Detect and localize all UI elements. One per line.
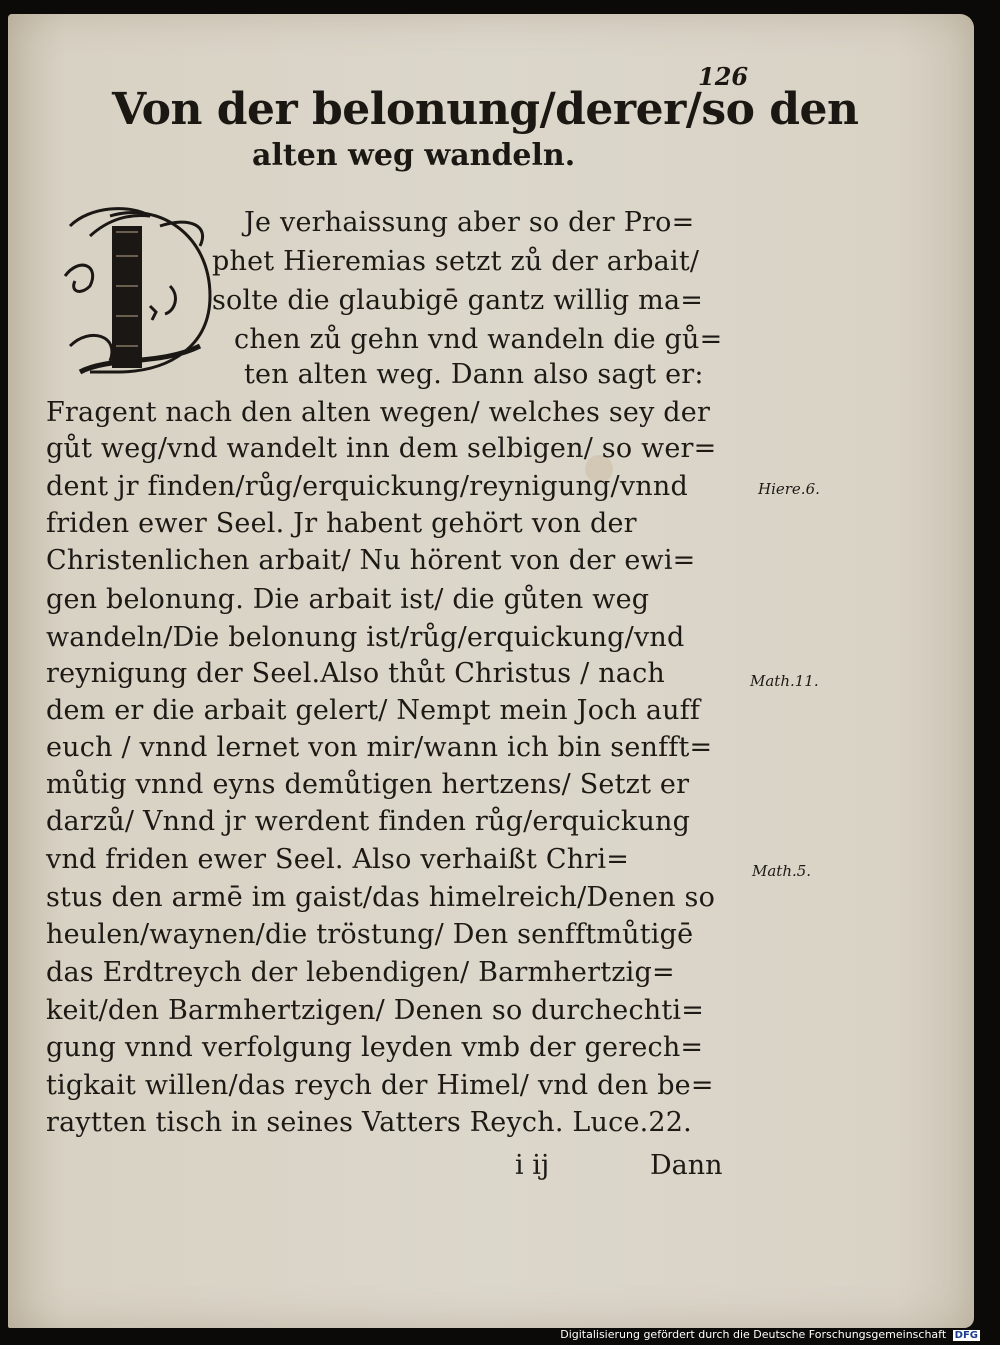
text-line: Fragent nach den alten wegen/ welches sey der [46, 397, 711, 428]
text-line: ten alten weg. Dann also sagt er: [244, 359, 704, 390]
text-line: euch / vnnd lernet von mir/wann ich bin senfft= [46, 732, 713, 763]
text-line: Je verhaissung aber so der Pro= [244, 207, 695, 238]
margin-note-hiere: Hiere.6. [758, 480, 820, 498]
text-line: keit/den Barmhertzigen/ Denen so durchechti= [46, 995, 705, 1026]
text-line: můtig vnnd eyns demůtigen hertzens/ Setzt er [46, 769, 690, 800]
margin-note-math-11: Math.11. [750, 672, 819, 690]
decorated-initial-d [50, 196, 222, 382]
text-line: wandeln/Die belonung ist/růg/erquickung/vnd [46, 622, 685, 653]
text-line: darzů/ Vnnd jr werdent finden růg/erquickung [46, 806, 691, 837]
credit-text: Digitalisierung gefördert durch die Deutsche Forschungsgemeinschaft [560, 1328, 947, 1341]
chapter-heading: Von der belonung/derer/so den [112, 84, 859, 135]
text-line: reynigung der Seel.Also thůt Christus / nach [46, 658, 666, 689]
catchword: Dann [650, 1150, 723, 1181]
text-line: friden ewer Seel. Jr habent gehört von der [46, 508, 637, 539]
text-line: Christenlichen arbait/ Nu hörent von der ewi= [46, 545, 696, 576]
chapter-subheading: alten weg wandeln. [252, 138, 576, 173]
text-line: heulen/waynen/die tröstung/ Den senfftmůtigē [46, 919, 694, 950]
text-line: raytten tisch in seines Vatters Reych. Luce.22. [46, 1107, 692, 1138]
text-line: phet Hieremias setzt zů der arbait/ [212, 246, 700, 277]
signature-mark: i ij [515, 1150, 550, 1181]
text-line: stus den armē im gaist/das himelreich/Denen so [46, 882, 716, 913]
text-line: dem er die arbait gelert/ Nempt mein Joch auff [46, 695, 701, 726]
text-line: das Erdtreych der lebendigen/ Barmhertzig= [46, 957, 675, 988]
dfg-logo: DFG [954, 1329, 978, 1341]
text-line: gung vnnd verfolgung leyden vmb der gerech= [46, 1032, 704, 1063]
folio-number: 126 [698, 62, 749, 91]
digitization-credit [560, 1328, 980, 1341]
text-line: tigkait willen/das reych der Himel/ vnd den be= [46, 1070, 714, 1101]
text-line: vnd friden ewer Seel. Also verhaißt Chri= [46, 844, 630, 875]
margin-note-math-5: Math.5. [752, 862, 812, 880]
text-line: solte die glaubigē gantz willig ma= [212, 285, 704, 316]
text-line: dent jr finden/růg/erquickung/reynigung/vnnd [46, 471, 688, 502]
text-line: gen belonung. Die arbait ist/ die gůten weg [46, 584, 650, 615]
text-line: gůt weg/vnd wandelt inn dem selbigen/ so wer= [46, 433, 717, 464]
text-line: chen zů gehn vnd wandeln die gů= [234, 324, 723, 355]
